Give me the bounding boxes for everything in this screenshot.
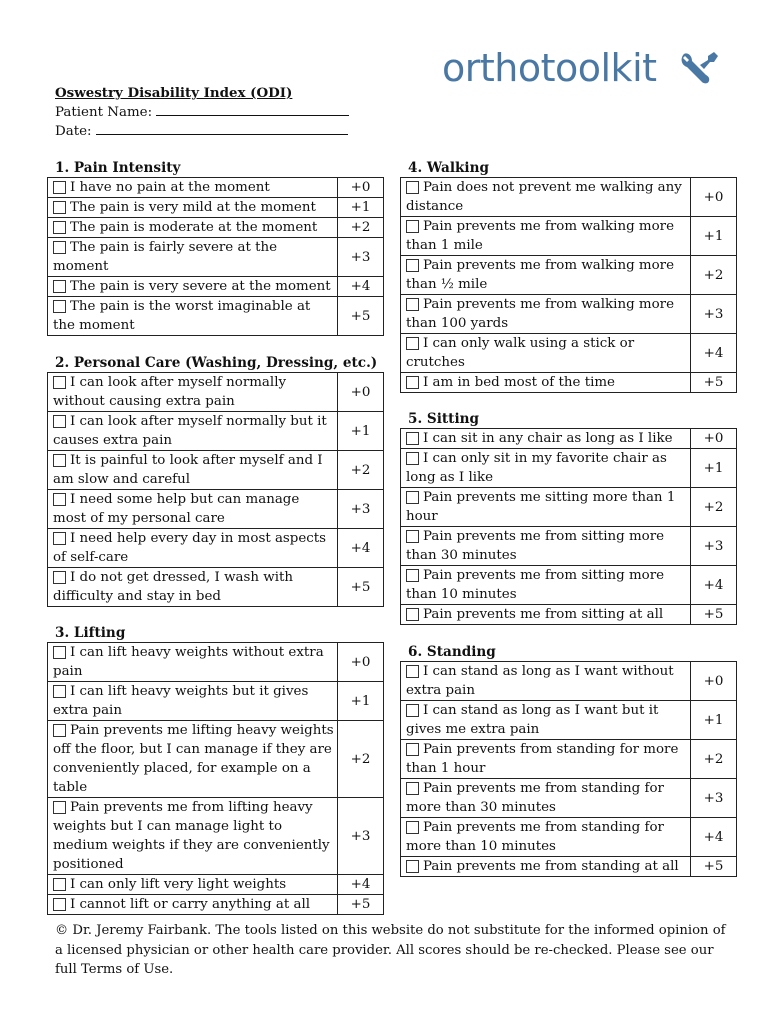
option-score: +5 — [338, 895, 384, 915]
option-score: +4 — [338, 277, 384, 297]
option-row[interactable] — [401, 527, 737, 566]
option-label: I can only walk using a stick or crutches — [406, 336, 635, 370]
option-cell — [401, 295, 691, 334]
option-cell — [48, 721, 338, 798]
option-cell — [401, 256, 691, 295]
option-score: +2 — [691, 256, 737, 295]
option-row[interactable] — [401, 488, 737, 527]
option-row[interactable] — [401, 295, 737, 334]
option-score: +1 — [691, 701, 737, 740]
option-cell — [48, 198, 338, 218]
date-row — [55, 122, 348, 141]
option-label: The pain is fairly severe at the moment — [53, 240, 278, 274]
option-cell — [401, 178, 691, 217]
option-label: The pain is the worst imaginable at the moment — [53, 299, 311, 333]
option-score: +4 — [691, 334, 737, 373]
option-score: +0 — [691, 429, 737, 449]
option-checkbox[interactable] — [53, 221, 66, 234]
option-cell — [48, 451, 338, 490]
date-label: Date: — [55, 124, 92, 139]
option-row[interactable] — [401, 857, 737, 877]
option-cell — [401, 779, 691, 818]
option-label: I can only sit in my favorite chair as long as I like — [406, 451, 667, 485]
option-label: Pain prevents me from walking more than 100 yards — [406, 297, 674, 331]
option-label: I have no pain at the moment — [70, 180, 270, 195]
option-label: Pain prevents me sitting more than 1 hour — [406, 490, 676, 524]
option-label: Pain prevents me from sitting more than 10 minutes — [406, 568, 665, 602]
option-cell — [401, 857, 691, 877]
option-label: I can lift heavy weights but it gives extra pain — [53, 684, 309, 718]
option-checkbox[interactable] — [406, 337, 419, 350]
option-cell — [48, 218, 338, 238]
option-cell — [401, 334, 691, 373]
option-score: +4 — [691, 566, 737, 605]
option-score: +4 — [691, 818, 737, 857]
option-row[interactable] — [48, 373, 384, 412]
option-checkbox[interactable] — [53, 376, 66, 389]
option-cell — [401, 373, 691, 393]
option-row[interactable] — [48, 297, 384, 336]
option-cell — [401, 818, 691, 857]
option-cell — [401, 701, 691, 740]
options-table — [400, 177, 737, 393]
option-score: +5 — [691, 605, 737, 625]
option-cell — [48, 297, 338, 336]
section-4 — [400, 159, 737, 393]
section-title: 1. Pain Intensity — [55, 160, 181, 176]
option-score: +2 — [691, 488, 737, 527]
option-score: +2 — [338, 721, 384, 798]
option-score: +0 — [338, 178, 384, 198]
option-score: +5 — [691, 857, 737, 877]
option-checkbox[interactable] — [53, 724, 66, 737]
option-label: I can look after myself normally but it causes extra pain — [53, 414, 327, 448]
option-row[interactable] — [401, 566, 737, 605]
option-cell — [48, 798, 338, 875]
option-score: +3 — [338, 238, 384, 277]
option-checkbox[interactable] — [406, 452, 419, 465]
option-label: I can only lift very light weights — [70, 877, 287, 892]
section-1 — [47, 159, 384, 336]
options-table — [47, 642, 384, 915]
section-title: 2. Personal Care (Washing, Dressing, etc.) — [55, 355, 378, 371]
orthotoolkit-logo — [442, 40, 732, 96]
option-score: +5 — [338, 297, 384, 336]
option-score: +0 — [338, 373, 384, 412]
option-cell — [48, 178, 338, 198]
option-score: +1 — [691, 449, 737, 488]
option-row[interactable] — [401, 217, 737, 256]
option-cell — [48, 643, 338, 682]
section-title: 5. Sitting — [408, 411, 480, 427]
option-label: I can stand as long as I want but it gives me extra pain — [406, 703, 659, 737]
option-row[interactable] — [401, 662, 737, 701]
option-cell — [48, 277, 338, 297]
option-cell — [401, 566, 691, 605]
option-checkbox[interactable] — [406, 860, 419, 873]
option-checkbox[interactable] — [53, 646, 66, 659]
option-row[interactable] — [401, 449, 737, 488]
option-row[interactable] — [48, 490, 384, 529]
option-checkbox[interactable] — [406, 743, 419, 756]
option-checkbox[interactable] — [406, 821, 419, 834]
option-score: +1 — [338, 682, 384, 721]
option-checkbox[interactable] — [53, 300, 66, 313]
option-score: +3 — [691, 295, 737, 334]
patient-name-label: Patient Name: — [55, 105, 153, 120]
option-checkbox[interactable] — [406, 298, 419, 311]
option-score: +3 — [338, 798, 384, 875]
option-row[interactable] — [401, 605, 737, 625]
option-checkbox[interactable] — [406, 665, 419, 678]
option-score: +5 — [691, 373, 737, 393]
option-score: +3 — [338, 490, 384, 529]
option-checkbox[interactable] — [53, 454, 66, 467]
copyright-footer: © Dr. Jeremy Fairbank. The tools listed on this website do not substitute for the informed opinion of a licensed physician or other health care provider. All scores should be re-checked. Please see our full Terms of Use. — [55, 923, 726, 977]
section-5 — [400, 410, 737, 625]
option-label: Pain prevents me from sitting at all — [423, 607, 664, 622]
option-checkbox[interactable] — [406, 530, 419, 543]
option-label: The pain is moderate at the moment — [70, 220, 318, 235]
option-cell — [48, 373, 338, 412]
option-score: +2 — [691, 740, 737, 779]
option-checkbox[interactable] — [406, 704, 419, 717]
option-row[interactable] — [48, 798, 384, 875]
option-score: +0 — [691, 662, 737, 701]
option-label: It is painful to look after myself and I am slow and careful — [53, 453, 323, 487]
option-checkbox[interactable] — [406, 608, 419, 621]
option-row[interactable] — [48, 277, 384, 297]
option-checkbox[interactable] — [53, 181, 66, 194]
option-label: Pain prevents me from standing at all — [423, 859, 679, 874]
option-score: +0 — [338, 643, 384, 682]
option-row[interactable] — [401, 779, 737, 818]
options-table — [47, 177, 384, 336]
option-row[interactable] — [401, 256, 737, 295]
logo-text: orthotoolkit — [442, 46, 657, 90]
option-row[interactable] — [48, 529, 384, 568]
option-row[interactable] — [48, 568, 384, 607]
option-checkbox[interactable] — [406, 569, 419, 582]
option-checkbox[interactable] — [53, 493, 66, 506]
options-table — [47, 372, 384, 607]
option-cell — [401, 740, 691, 779]
option-score: +4 — [338, 529, 384, 568]
option-row[interactable] — [401, 818, 737, 857]
options-table — [400, 428, 737, 625]
option-cell — [48, 875, 338, 895]
option-score: +3 — [691, 527, 737, 566]
option-row[interactable] — [401, 740, 737, 779]
option-checkbox[interactable] — [406, 432, 419, 445]
option-cell — [48, 895, 338, 915]
option-cell — [401, 488, 691, 527]
option-row[interactable] — [48, 682, 384, 721]
option-label: The pain is very mild at the moment — [70, 200, 316, 215]
option-row[interactable] — [401, 429, 737, 449]
options-table — [400, 661, 737, 877]
option-cell — [401, 449, 691, 488]
section-title: 3. Lifting — [55, 625, 126, 641]
option-checkbox[interactable] — [406, 376, 419, 389]
option-label: Pain prevents from standing for more than 1 hour — [406, 742, 679, 776]
option-cell — [48, 682, 338, 721]
option-cell — [401, 662, 691, 701]
option-label: Pain prevents me from walking more than ½ mile — [406, 258, 674, 292]
patient-name-row — [55, 103, 349, 122]
option-score: +2 — [338, 451, 384, 490]
option-row[interactable] — [48, 412, 384, 451]
section-title: 6. Standing — [408, 644, 496, 660]
option-checkbox[interactable] — [53, 685, 66, 698]
option-label: The pain is very severe at the moment — [70, 279, 331, 294]
option-score: +5 — [338, 568, 384, 607]
option-label: I cannot lift or carry anything at all — [70, 897, 311, 912]
form-title: Oswestry Disability Index (ODI) — [55, 85, 293, 101]
option-label: I do not get dressed, I wash with difficulty and stay in bed — [53, 570, 294, 604]
option-cell — [401, 527, 691, 566]
option-label: I can sit in any chair as long as I like — [423, 431, 673, 446]
option-checkbox[interactable] — [406, 259, 419, 272]
option-row[interactable] — [48, 238, 384, 277]
option-cell — [401, 429, 691, 449]
option-score: +0 — [691, 178, 737, 217]
option-checkbox[interactable] — [406, 782, 419, 795]
option-label: I need some help but can manage most of my personal care — [53, 492, 300, 526]
option-label: I can lift heavy weights without extra pain — [53, 645, 324, 679]
date-field[interactable] — [96, 122, 348, 135]
option-row[interactable] — [401, 373, 737, 393]
option-cell — [401, 605, 691, 625]
option-row[interactable] — [48, 875, 384, 895]
option-label: Pain prevents me from walking more than 1 mile — [406, 219, 674, 253]
option-row[interactable] — [48, 895, 384, 915]
section-2 — [47, 354, 384, 607]
option-row[interactable] — [401, 334, 737, 373]
option-label: Pain prevents me from standing for more than 30 minutes — [406, 781, 664, 815]
option-score: +1 — [338, 198, 384, 218]
option-score: +1 — [691, 217, 737, 256]
option-checkbox[interactable] — [53, 571, 66, 584]
option-label: Pain prevents me from standing for more than 10 minutes — [406, 820, 664, 854]
section-6 — [400, 643, 737, 877]
option-row[interactable] — [48, 643, 384, 682]
option-checkbox[interactable] — [53, 801, 66, 814]
option-label: I can stand as long as I want without extra pain — [406, 664, 674, 698]
option-row[interactable] — [48, 451, 384, 490]
section-3 — [47, 624, 384, 915]
option-label: Pain prevents me lifting heavy weights off the floor, but I can manage if they are conveniently placed, for example on a table — [53, 723, 334, 795]
option-label: I am in bed most of the time — [423, 375, 615, 390]
option-cell — [48, 412, 338, 451]
option-cell — [48, 529, 338, 568]
option-row[interactable] — [48, 721, 384, 798]
option-row[interactable] — [401, 178, 737, 217]
option-row[interactable] — [401, 701, 737, 740]
option-score: +1 — [338, 412, 384, 451]
option-checkbox[interactable] — [406, 220, 419, 233]
patient-name-field[interactable] — [156, 103, 349, 116]
option-score: +2 — [338, 218, 384, 238]
option-cell — [48, 490, 338, 529]
option-checkbox[interactable] — [53, 201, 66, 214]
option-checkbox[interactable] — [53, 241, 66, 254]
option-checkbox[interactable] — [53, 415, 66, 428]
option-label: I can look after myself normally without causing extra pain — [53, 375, 287, 409]
option-score: +3 — [691, 779, 737, 818]
option-checkbox[interactable] — [53, 878, 66, 891]
option-cell — [48, 568, 338, 607]
option-row[interactable] — [48, 178, 384, 198]
option-checkbox[interactable] — [53, 898, 66, 911]
option-checkbox[interactable] — [53, 532, 66, 545]
option-cell — [48, 238, 338, 277]
option-row[interactable] — [48, 218, 384, 238]
option-cell — [401, 217, 691, 256]
option-row[interactable] — [48, 198, 384, 218]
option-checkbox[interactable] — [53, 280, 66, 293]
section-title: 4. Walking — [408, 160, 489, 176]
option-score: +4 — [338, 875, 384, 895]
option-label: Pain prevents me from sitting more than 30 minutes — [406, 529, 665, 563]
wrench-icon — [678, 50, 720, 90]
option-checkbox[interactable] — [406, 181, 419, 194]
option-label: Pain does not prevent me walking any distance — [406, 180, 682, 214]
option-label: Pain prevents me from lifting heavy weights but I can manage light to medium weights if they are conveniently positioned — [53, 800, 330, 872]
option-label: I need help every day in most aspects of self-care — [53, 531, 327, 565]
option-checkbox[interactable] — [406, 491, 419, 504]
